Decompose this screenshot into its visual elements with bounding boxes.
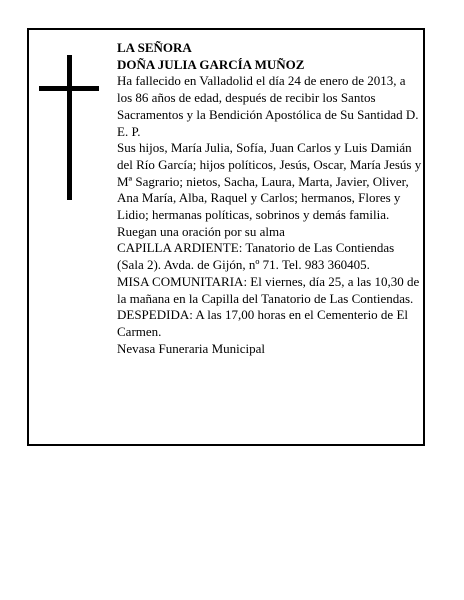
farewell-info: DESPEDIDA: A las 17,00 horas en el Cementerio de El Carmen.: [117, 307, 409, 339]
deceased-name: DOÑA JULIA GARCÍA MUÑOZ: [117, 56, 305, 72]
cross-icon: [39, 55, 99, 200]
chapel-info: CAPILLA ARDIENTE: Tanatorio de Las Contiendas (Sala 2). Avda. de Gijón, nº 71. Tel. 983 360405.: [117, 240, 395, 273]
funeral-home: Nevasa Funeraria Municipal: [117, 340, 266, 356]
obituary-title: LA SEÑORA: [117, 40, 192, 55]
death-announcement: Ha fallecido en Valladolid el día 24 de enero de 2013, a los 86 años de edad, después de recibir los Santos Sacramentos y la Bendición Apostólica de Su Santidad D. E. P.: [117, 73, 419, 139]
obituary-card: [27, 28, 425, 446]
prayer-request: Ruegan una oración por su alma: [117, 223, 285, 239]
mass-info: MISA COMUNITARIA: El viernes, día 25, a las 10,30 de la mañana en la Capilla del Tanatorio de Las Contiendas.: [117, 273, 420, 306]
obituary-text: [117, 40, 423, 357]
cross-horizontal-bar: [39, 86, 99, 91]
family-list: Sus hijos, María Julia, Sofía, Juan Carlos y Luis Damián del Río García; hijos políticos, Jesús, Oscar, María Jesús y Mª Sagrario; nietos, Sacha, Laura, Marta, Javier, Oliver, Ana María, Alba, Raquel y Carlos; hermanos, Flores y Lidio; hermanas políticas, sobrinos y demás familia.: [117, 140, 422, 223]
cross-vertical-bar: [67, 55, 72, 200]
